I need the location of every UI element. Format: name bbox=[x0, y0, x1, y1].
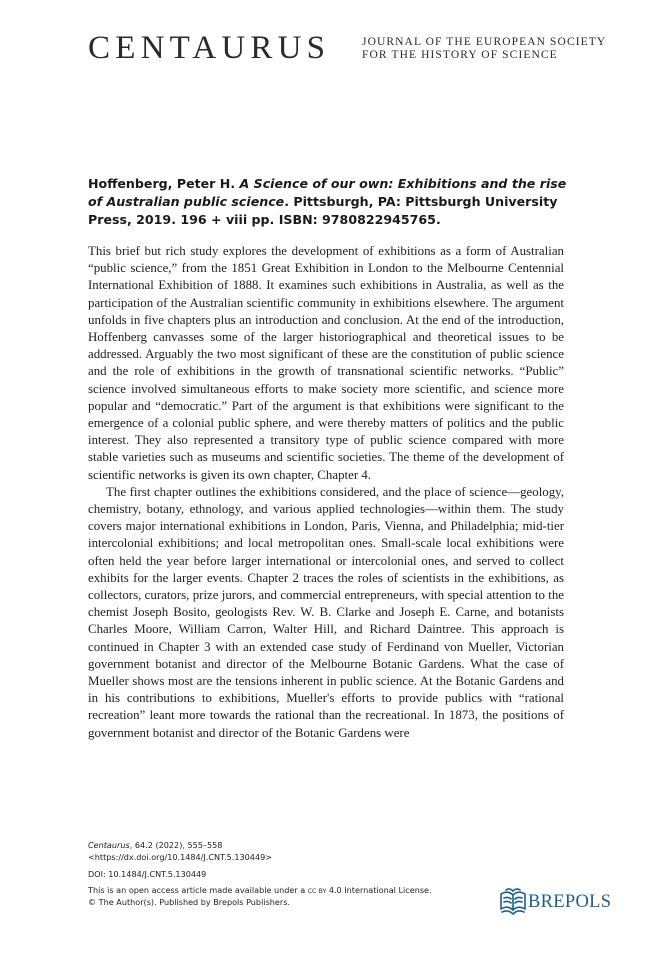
license-mark[interactable]: cc by 4.0 bbox=[307, 885, 342, 895]
publisher-name: BREPOLS bbox=[528, 892, 612, 912]
footer-copyright: © The Author(s). Published by Brepols Publishers. bbox=[88, 897, 291, 907]
footer-citation: , 64.2 (2022), 555–558 bbox=[129, 840, 223, 850]
journal-subtitle bbox=[362, 36, 606, 62]
footer-url[interactable]: <https://dx.doi.org/10.1484/J.CNT.5.130449> bbox=[88, 852, 273, 862]
page-footer bbox=[88, 839, 488, 908]
footer-doi: DOI: 10.1484/J.CNT.5.130449 bbox=[88, 869, 207, 879]
brepols-open-book-logo-icon bbox=[498, 885, 528, 917]
footer-journal-name: Centaurus bbox=[88, 840, 130, 850]
body-paragraph-2: The first chapter outlines the exhibitions considered, and the place of science—geology, chemistry, botany, ethnology, and various applied technologies—within them. The study covers major international exhibitions in London, Paris, Vienna, and Philadelphia; mid-tier intercolonial exhibitions; and local metropolitan ones. Small-scale local exhibitions were often held the year before larger international or intercolonial ones, and served to collect exhibits for the larger events. Chapter 2 traces the roles of scientists in the exhibitions, as collectors, curators, prize jurors, and commercial entrepreneurs, with special attention to the chemist Joseph Bosito, geologists Rev. W. B. Clarke and Joseph E. Carne, and botanists Charles Moore, William Carron, Walter Hill, and Richard Daintree. This approach is continued in Chapter 3 with an extended case study of Ferdinand von Mueller, Victorian government botanist and director of the Melbourne Botanic Gardens. What the case of Mueller shows most are the tensions inherent in public science. At the Botanic Gardens and in his contributions to exhibitions, Mueller's efforts to provide publics with “rational recreation” leant more towards the rational than the recreational. In 1873, the positions of government botanist and director of the Botanic Gardens were bbox=[88, 484, 564, 740]
citation-line bbox=[88, 839, 488, 851]
journal-masthead bbox=[88, 30, 648, 70]
review-author: Hoffenberg, Peter H. bbox=[88, 176, 236, 191]
publisher-logo bbox=[498, 885, 618, 921]
review-header bbox=[88, 175, 568, 229]
license-line bbox=[88, 884, 488, 896]
license-text-after: International License. bbox=[341, 885, 432, 895]
publication-details: . Pittsburgh, PA: Pittsburgh University Press, 2019. 196 + viii pp. ISBN: 9780822945765. bbox=[88, 194, 558, 227]
book-title: A Science of our own: Exhibitions and the rise of Australian public science bbox=[88, 176, 567, 209]
journal-subtitle-line-2: FOR THE HISTORY OF SCIENCE bbox=[362, 49, 558, 61]
journal-name: CENTAURUS bbox=[88, 30, 331, 66]
body-paragraph-1: This brief but rich study explores the development of exhibitions as a form of Australian “public science,” from the 1851 Great Exhibition in London to the Melbourne Centennial International Exhibition of 1888. It examines such exhibitions in Australia, as well as the participation of the Australian scientific community in exhibitions elsewhere. The argument unfolds in five chapters plus an introduction and conclusion. At the end of the introduction, Hoffenberg canvasses some of the larger historiographical and theoretical issues to be addressed. Arguably the two most significant of these are the constitution of public science and the role of exhibitions in the growth of transnational scientific networks. “Public” science involved simultaneous efforts to make society more scientific, and science more popular and “democratic.” Part of the argument is that exhibitions were significant to the emergence of a colonial public sphere, and were thereby matters of politics and the public interest. They also represented a transitory type of public science compared with more stable varieties such as museums and scientific societies. The theme of the development of scientific networks is given its own chapter, Chapter 4. bbox=[88, 244, 564, 482]
license-text-before: This is an open access article made available under a bbox=[88, 885, 308, 895]
journal-subtitle-line-1: JOURNAL OF THE EUROPEAN SOCIETY bbox=[362, 36, 607, 48]
review-body bbox=[88, 243, 564, 742]
